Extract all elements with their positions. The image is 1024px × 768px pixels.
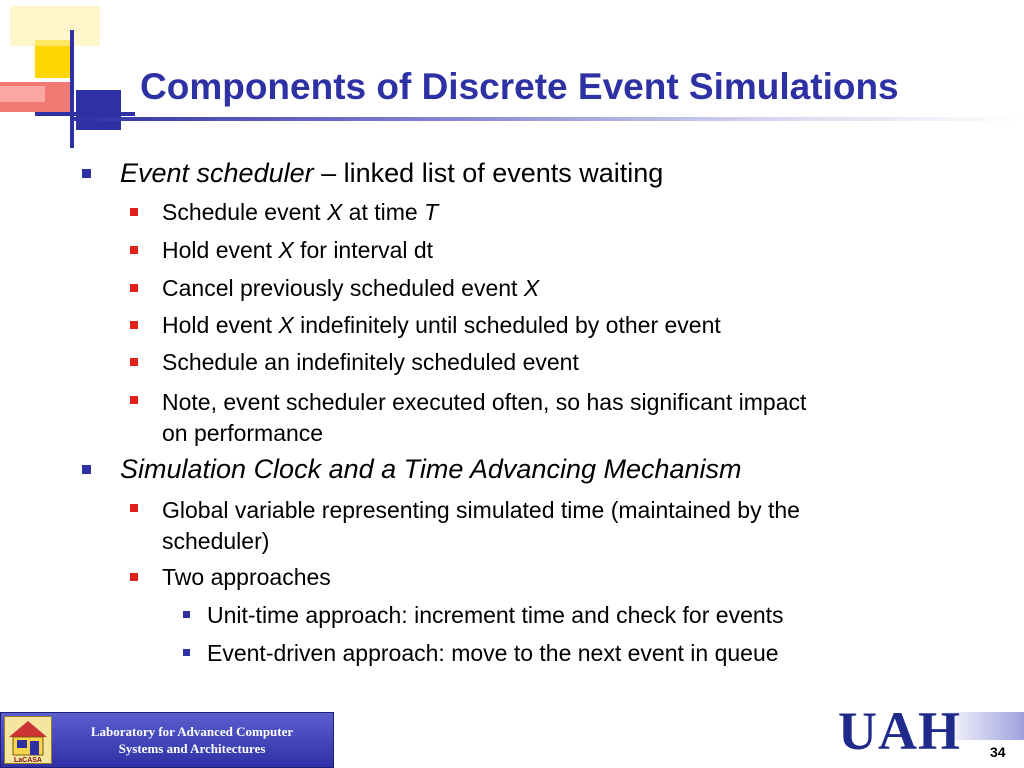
list-item: [207, 640, 779, 667]
item-text: Hold event: [162, 237, 279, 263]
uah-logo: UAH: [838, 701, 961, 761]
svg-text:LaCASA: LaCASA: [13, 757, 43, 763]
bullet-square-icon: [82, 169, 91, 178]
item-variable: T: [424, 199, 439, 225]
list-item: [120, 454, 742, 485]
item-text: Note, event scheduler executed often, so has significant impact: [162, 389, 807, 415]
bullet-square-icon: [183, 611, 190, 618]
title-underline: [70, 117, 1024, 121]
lacasa-logo: [4, 716, 52, 764]
item-text: indefinitely until scheduled by other event: [293, 312, 721, 338]
bullet-square-icon: [130, 396, 138, 404]
bullet-square-icon: [130, 321, 138, 329]
lab-name-line: Laboratory for Advanced Computer: [90, 724, 294, 739]
lab-name-line: Systems and Architectures: [118, 741, 266, 756]
bullet-square-icon: [130, 246, 138, 254]
bullet-square-icon: [183, 649, 190, 656]
item-text: Two approaches: [162, 564, 331, 590]
list-item: [162, 275, 539, 302]
bullet-square-icon: [130, 573, 138, 581]
item-text: Unit-time approach: increment time and check for events: [207, 602, 784, 628]
house-logo-icon: [5, 717, 51, 763]
item-emphasis: Simulation Clock and a Time Advancing Mechanism: [120, 454, 742, 484]
item-variable: X: [326, 199, 343, 225]
item-text: for interval dt: [293, 237, 434, 263]
item-text: – linked list of events waiting: [313, 158, 664, 188]
list-item: [162, 564, 331, 591]
list-item: [162, 495, 800, 557]
item-variable: X: [523, 275, 540, 301]
item-text: Hold event: [162, 312, 279, 338]
item-text: Event-driven approach: move to the next event in queue: [207, 640, 779, 666]
item-text: on performance: [162, 420, 324, 446]
bullet-square-icon: [130, 208, 138, 216]
item-text: Schedule event: [162, 199, 327, 225]
bullet-square-icon: [130, 358, 138, 366]
list-item: [120, 158, 663, 189]
item-text: scheduler): [162, 528, 270, 554]
item-text: Schedule an indefinitely scheduled event: [162, 349, 579, 375]
list-item: [162, 199, 438, 226]
lab-name: [57, 723, 327, 757]
bullet-square-icon: [130, 284, 138, 292]
item-text: Cancel previously scheduled event: [162, 275, 524, 301]
bullet-square-icon: [82, 465, 91, 474]
page-number: 34: [990, 744, 1006, 760]
list-item: [162, 237, 433, 264]
list-item: [207, 602, 784, 629]
slide-title: Components of Discrete Event Simulations: [140, 66, 899, 107]
item-text: Global variable representing simulated time (maintained by the: [162, 497, 800, 523]
list-item: [162, 349, 579, 376]
item-emphasis: Event scheduler: [120, 158, 314, 188]
list-item: [162, 387, 806, 449]
bullet-square-icon: [130, 504, 138, 512]
item-variable: X: [278, 237, 294, 263]
list-item: [162, 312, 721, 339]
corner-decoration: [0, 0, 140, 150]
lab-banner: [0, 712, 334, 768]
item-variable: X: [278, 312, 294, 338]
item-text: at time: [342, 199, 425, 225]
